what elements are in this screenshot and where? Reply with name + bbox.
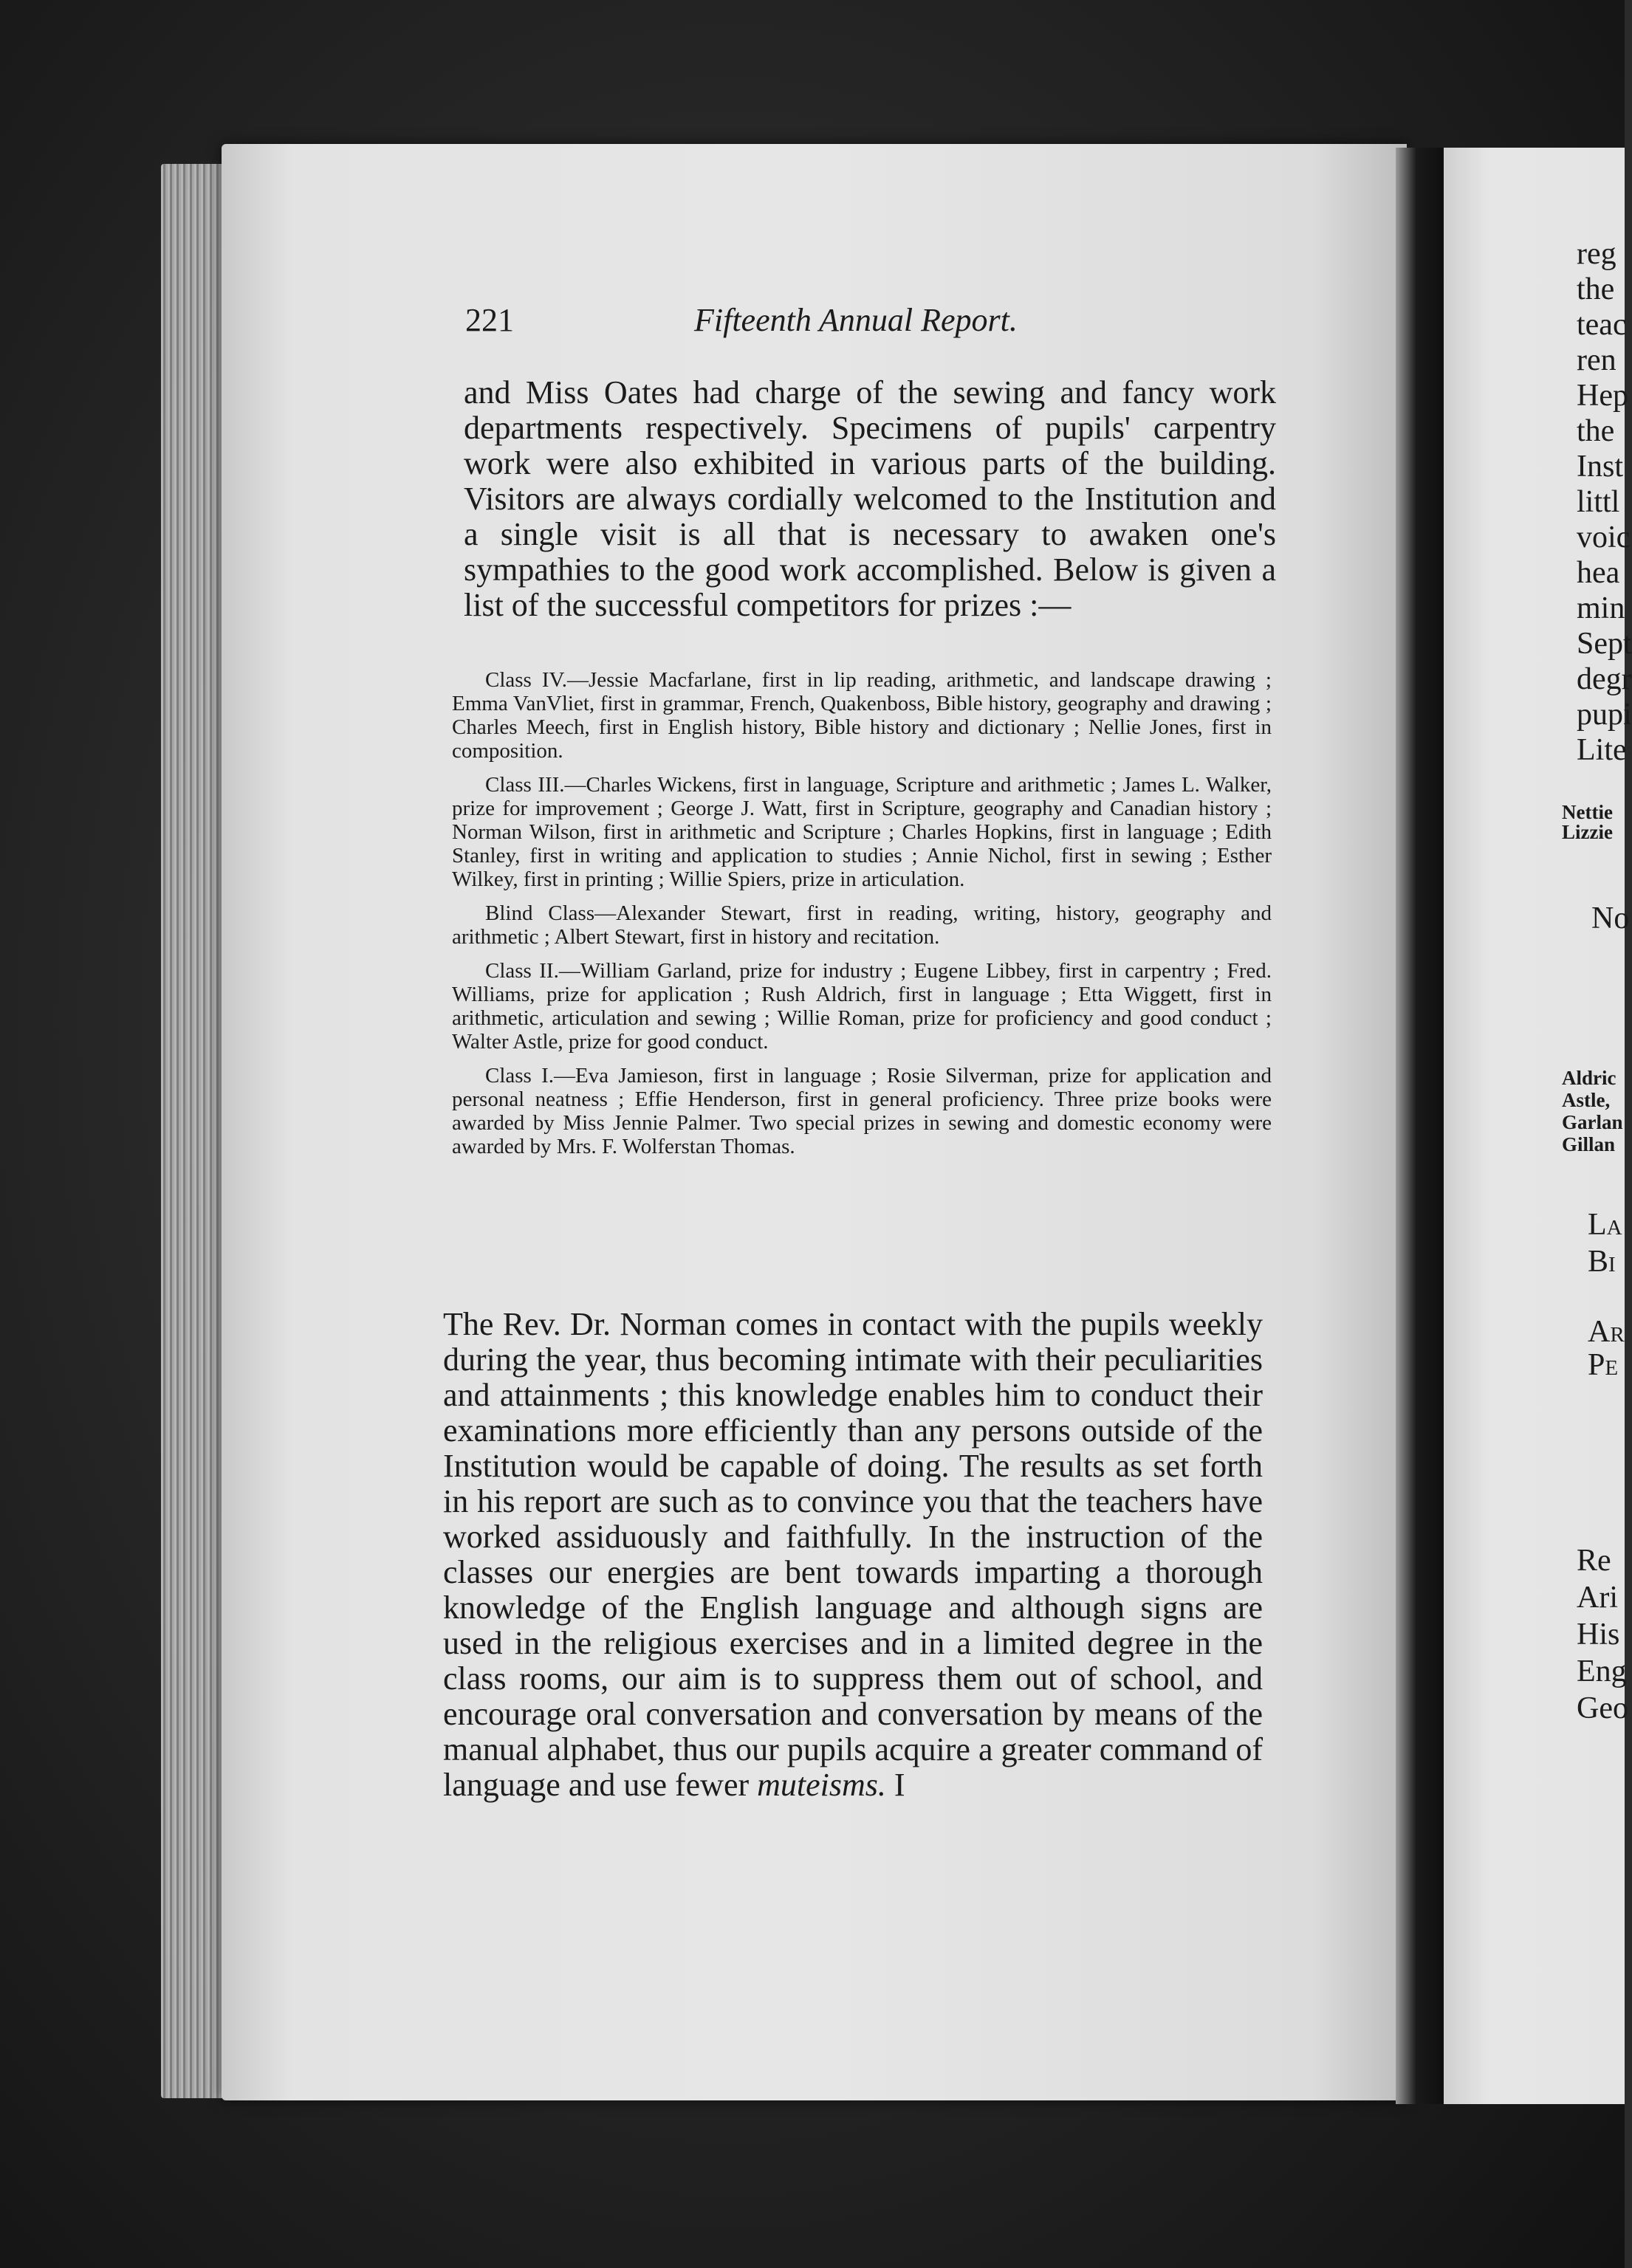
- prize-entry-class-iv: Class IV.—Jessie Macfarlane, first in lip reading, arithmetic, and landscape drawing ; Emma VanVliet, first in grammar, French, Quakenboss, Bible history, geography and drawing ; Charles Meech, first in English history, Bible history and dictionary ; Nellie Jones, first in composition.: [452, 668, 1272, 763]
- prize-entry-blind-class: Blind Class—Alexander Stewart, first in reading, writing, history, geography and arithmetic ; Albert Stewart, first in history and recitation.: [452, 901, 1272, 949]
- right-page-fragment: degr: [1577, 662, 1632, 696]
- right-page-fragment: Aldric: [1562, 1067, 1616, 1089]
- right-page-fragment: teac: [1577, 308, 1627, 342]
- final-paragraph-italic: muteisms.: [757, 1767, 886, 1803]
- right-page-fragment: reg: [1577, 237, 1616, 271]
- right-page-fragment: His: [1577, 1618, 1620, 1652]
- right-page-fragment: Inst: [1577, 450, 1623, 484]
- right-page-fragment: Nettie: [1562, 801, 1613, 823]
- right-page-fragment: Geo: [1577, 1691, 1628, 1725]
- right-page-fragment: Pe: [1588, 1348, 1619, 1382]
- final-paragraph-text: The Rev. Dr. Norman comes in contact with the pupils weekly during the year, thus becoming intimate with their peculiarities and attainments ; this knowledge enables him to conduct their examinations more efficiently than any persons outside of the Institution would be capable of doing. The results as set forth in his report are such as to convince you that the teachers have worked assiduously and faithfully. In the instruction of the classes our energies are bent towards imparting a thorough knowledge of the English language and although signs are used in the religious exercises and in a limited degree in the class rooms, our aim is to suppress them out of school, and encourage oral conversation and conversation by means of the manual alphabet, thus our pupils acquire a greater command of language and use fewer: [443, 1306, 1263, 1803]
- prize-entry-class-i: Class I.—Eva Jamieson, first in language ; Rosie Silverman, prize for application and personal neatness ; Effie Henderson, first in general proficiency. Three prize books were awarded by Miss Jennie Palmer. Two special prizes in sewing and domestic economy were awarded by Mrs. F. Wolferstan Thomas.: [452, 1064, 1272, 1158]
- right-page-fragment: Bi: [1588, 1245, 1616, 1279]
- right-page-fragment: hea: [1577, 556, 1620, 590]
- right-page-fragment: Garlan: [1562, 1111, 1623, 1133]
- final-paragraph-block: [443, 1307, 1263, 1803]
- right-page-fragment: Lizzie: [1562, 821, 1613, 843]
- prize-entry-class-iii: Class III.—Charles Wickens, first in language, Scripture and arithmetic ; James L. Walker, prize for improvement ; George J. Watt, first in Scripture, geography and Canadian history ; Norman Wilson, first in arithmetic and Scripture ; Charles Hopkins, first in language ; Edith Stanley, first in writing and application to studies ; Annie Nichol, first in sewing ; Esther Wilkey, first in printing ; Willie Spiers, prize in articulation.: [452, 773, 1272, 891]
- right-page-fragment: ren: [1577, 343, 1616, 377]
- right-page-fragment: min: [1577, 591, 1625, 625]
- running-title: Fifteenth Annual Report.: [694, 302, 1018, 338]
- right-page: [1444, 148, 1632, 2104]
- right-page-fragment: Eng: [1577, 1654, 1627, 1688]
- right-page-fragment: voic: [1577, 520, 1631, 554]
- right-page-fragment: Ar: [1588, 1315, 1625, 1349]
- right-page-fragment: Sept: [1577, 627, 1632, 661]
- prize-entry-class-ii: Class II.—William Garland, prize for industry ; Eugene Libbey, first in carpentry ; Fred. Williams, prize for application ; Rush Aldrich, first in language ; Etta Wiggett, first in arithmetic, articulation and sewing ; Willie Roman, prize for proficiency and good conduct ; Walter Astle, prize for good conduct.: [452, 959, 1272, 1054]
- prize-list: [452, 668, 1272, 1169]
- right-page-fragment: Astle,: [1562, 1089, 1611, 1111]
- final-paragraph: [443, 1307, 1263, 1803]
- right-page-fragment: Lite: [1577, 733, 1627, 767]
- page-number: 221: [465, 302, 514, 338]
- right-page-fragment: Hep: [1577, 379, 1628, 413]
- right-page-fragment: Re: [1577, 1544, 1611, 1578]
- intro-paragraph-block: [464, 375, 1276, 623]
- right-page-fragment: the: [1577, 272, 1615, 306]
- right-page-fragment: Gillan: [1562, 1133, 1616, 1155]
- right-page-text: [1444, 148, 1632, 2104]
- right-page-fragment: littl: [1577, 485, 1620, 519]
- right-page-fragment: La: [1588, 1208, 1622, 1242]
- right-page-fragment: Ari: [1577, 1581, 1618, 1615]
- final-paragraph-tail: I: [885, 1767, 905, 1803]
- intro-paragraph: and Miss Oates had charge of the sewing and fancy work departments respectively. Specimens of pupils' carpentry work were also exhibited in various parts of the building. Visitors are always cordially welcomed to the Institution and a single visit is all that is necessary to awaken one's sympathies to the good work accomplished. Below is given a list of the successful competitors for prizes :—: [464, 374, 1276, 623]
- right-page-fragment: the: [1577, 414, 1615, 448]
- book-gutter: [1396, 148, 1447, 2104]
- right-page-fragment: No: [1591, 901, 1630, 935]
- right-page-fragment: pupi: [1577, 698, 1632, 732]
